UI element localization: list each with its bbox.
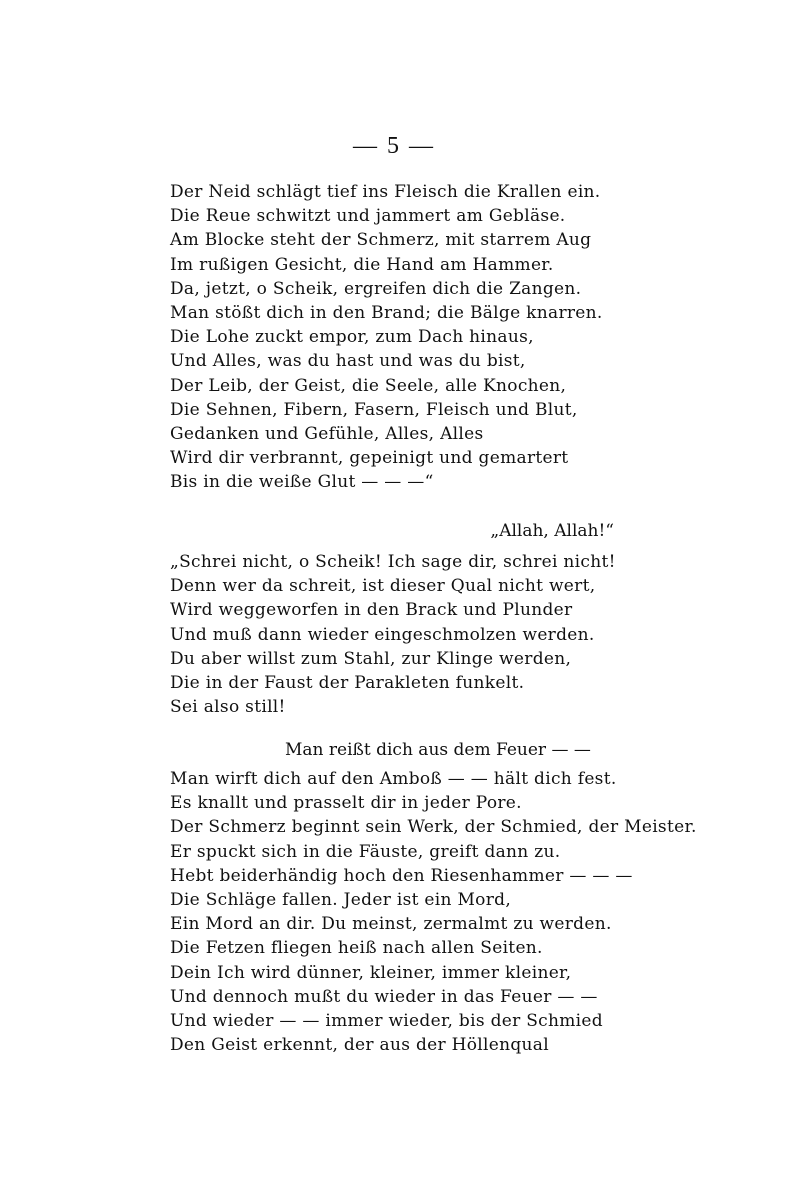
page-number: — 5 — <box>353 133 435 159</box>
verse-line: Und Alles, was du hast und was du bist, <box>170 351 526 372</box>
verse-line: Man stößt dich in den Brand; die Bälge knarren. <box>170 302 603 323</box>
verse-line: Du aber willst zum Stahl, zur Klinge werden, <box>170 648 572 669</box>
verse-line: Die Reue schwitzt und jammert am Gebläse. <box>170 206 566 227</box>
verse-line: Die in der Faust der Parakleten funkelt. <box>170 672 525 693</box>
verse-line: Sei also still! <box>170 697 286 718</box>
verse-line: Der Leib, der Geist, die Seele, alle Knochen, <box>170 375 567 396</box>
verse-line: Es knallt und prasselt dir in jeder Pore. <box>170 793 522 814</box>
verse-line: Ein Mord an dir. Du meinst, zermalmt zu werden. <box>170 914 612 935</box>
verse-line: Die Lohe zuckt empor, zum Dach hinaus, <box>170 327 534 348</box>
verse-line: Den Geist erkennt, der aus der Höllenqual <box>170 1035 549 1056</box>
exclamation-line: „Allah, Allah!“ <box>490 521 614 541</box>
stanza-3 <box>170 767 697 1057</box>
verse-line: Er spuckt sich in die Fäuste, greift dann zu. <box>170 841 561 862</box>
verse-line: Bis in die weiße Glut — — —“ <box>170 472 434 493</box>
verse-line: Hebt beiderhändig hoch den Riesenhammer — — — <box>170 865 633 886</box>
verse-line: Und wieder — — immer wieder, bis der Schmied <box>170 1010 603 1031</box>
verse-line: Der Neid schlägt tief ins Fleisch die Krallen ein. <box>170 182 601 202</box>
verse-line: Die Schläge fallen. Jeder ist ein Mord, <box>170 889 512 910</box>
verse-line: Am Blocke steht der Schmerz, mit starrem Aug <box>170 230 592 251</box>
verse-line: Gedanken und Gefühle, Alles, Alles <box>170 423 484 444</box>
verse-line: Denn wer da schreit, ist dieser Qual nicht wert, <box>170 576 596 597</box>
verse-line: Und muß dann wieder eingeschmolzen werden. <box>170 624 595 645</box>
verse-line: Die Sehnen, Fibern, Fasern, Fleisch und Blut, <box>170 399 578 420</box>
verse-line: Wird weggeworfen in den Brack und Plunder <box>170 600 573 621</box>
verse-line: Man wirft dich auf den Amboß — — hält dich fest. <box>170 769 617 789</box>
verse-line: „Schrei nicht, o Scheik! Ich sage dir, schrei nicht! <box>170 552 616 572</box>
verse-line: Die Fetzen fliegen heiß nach allen Seiten. <box>170 938 543 959</box>
verse-line: Und dennoch mußt du wieder in das Feuer — — <box>170 986 598 1007</box>
stanza-1 <box>170 180 640 494</box>
indented-verse-line: Man reißt dich aus dem Feuer — — <box>285 740 591 760</box>
verse-line: Der Schmerz beginnt sein Werk, der Schmied, der Meister. <box>170 817 697 838</box>
verse-line: Da, jetzt, o Scheik, ergreifen dich die Zangen. <box>170 278 582 299</box>
verse-line: Wird dir verbrannt, gepeinigt und gemartert <box>170 448 569 469</box>
verse-line: Im rußigen Gesicht, die Hand am Hammer. <box>170 254 554 275</box>
stanza-2 <box>170 550 640 719</box>
verse-line: Dein Ich wird dünner, kleiner, immer kleiner, <box>170 962 572 983</box>
